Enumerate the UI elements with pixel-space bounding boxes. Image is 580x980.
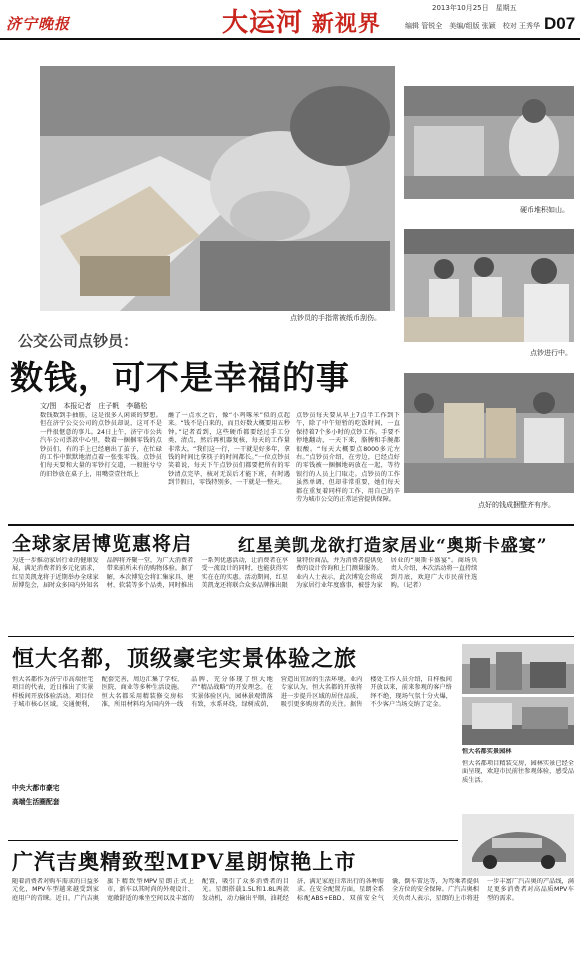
story3-side-caption: 恒大名都实景园林	[462, 748, 512, 755]
right-photo-bottom-caption: 点好的钱成捆整齐有序。	[478, 501, 555, 509]
lead-kicker: 公交公司点钞员：	[18, 332, 139, 350]
section-divider	[8, 840, 458, 841]
story3-photo-top	[462, 644, 574, 694]
story3-subhead-a: 中央大都市豪宅	[12, 784, 60, 792]
page-number: D07	[544, 14, 576, 33]
story3-body: 恒大名都作为济宁市高端住宅项目的代表，近日推出了实景样板间开放体验活动。项目位于城市核心区域，交通便利，配套完善，周边汇集了学校、医院、商业等多种生活设施。恒大名都采用精装修交房标准，所用材料均为国内外一线品牌，充分体现了恒大地产“精品战略”的开发理念。在实景体验区内，园林景观错落有致，水系环绕，绿树成荫，营造出宜居的生活环境。业内专家认为，恒大名都的开放将进一步提升区域的居住品质，吸引更多购房者的关注。据售楼处工作人员介绍，自样板间开放以来，前来参观的客户络绎不绝，现场气氛十分火爆，不少客户当场交纳了定金。	[12, 676, 452, 709]
editorial-staff: 编辑 管锐全 美编/组版 张颖 校对 王秀华	[405, 22, 541, 30]
story3-subhead-b: 高端生活圈配套	[12, 798, 60, 806]
story3-side-body: 恒大名都项目精装交房，园林实景已经全面呈现，欢迎市民前往参观体验，感受品质生活。	[462, 760, 574, 784]
section-logo-prefix: 大运河	[222, 8, 304, 38]
story3-photo-mid	[462, 697, 574, 745]
main-photo-caption: 点钞员的手指常被纸币刮伤。	[290, 314, 381, 322]
lead-headline: 数钱，可不是幸福的事	[10, 358, 350, 397]
right-photo-bottom	[404, 373, 574, 493]
story4-car-photo	[462, 814, 574, 876]
section-logo-title: 新视界	[311, 11, 381, 37]
lead-body-col2: 蘸了一点水之后，像“小鸡啄米”似的点起来。“钱不是白来的，而且好数大概要用五秒钟。”记者看到，这些硬币都要经过手工分类、清点，然后再机器复核，每天的工作量非常大。“我们这一行，一干就是好多年，拿钱的时间比拿筷子的时间都长。”一位点钞员笑着说，每天下午点钞员们都要把所有的零钞清点完毕，核对无误后才能下班，有时遇到节假日，零钱特别多，一干就是一整天。	[168, 412, 290, 487]
story3-headline: 恒大名都，顶级豪宅实景体验之旅	[12, 646, 358, 672]
section-logo	[222, 2, 381, 39]
lead-body-col3: 点钞员每天要从早上7点半工作到下午，除了中午短暂的吃饭时间，一直保持着7个多小时的点钞工作。手要不停地翻动，一天下来，胳膊和手腕都很酸。“每天大概要点8000多元左右。”点钞员介绍，在旁边，已经点好的零钱被一捆捆地码放在一起，等待银行的人员上门取走。点钞员的工作虽然单调，但却非常重要，她们每天都在重复着同样的工作，用自己的辛劳为城市公交的正常运营提供保障。	[296, 412, 400, 504]
story4-body: 随着消费者对购车需求的日益多元化，MPV车型越来越受到家庭用户的青睐。近日，广汽吉奥旗下精致型MPV星朗正式上市，新车以其时尚的外观设计、宽敞舒适的乘坐空间以及丰富的配置，吸引了众多消费者的目光。星朗搭载1.5L和1.8L两款发动机，动力输出平顺，油耗经济，满足家庭日常出行的各种需求。在安全配置方面，星朗全系标配ABS+EBD、双前安全气囊、倒车雷达等，为驾乘者提供全方位的安全保障。广汽吉奥相关负责人表示，星朗的上市将进一步丰富广汽吉奥的产品线，满足更多消费者对高品质MPV车型的需求。	[12, 878, 574, 902]
story2-headline-left: 全球家居博览惠将启	[12, 533, 193, 555]
right-photo-top	[404, 86, 574, 199]
right-photo-mid-caption: 点钞进行中。	[530, 349, 572, 357]
story2-body: 为进一步推动家居行业的健康发展，满足消费者的多元化需求，红星美凯龙将于近期举办全球家居博览会，届时众多国内外知名品牌将齐聚一堂，为广大消费者带来前所未有的购物体验。据了解，本次博览会将汇集家具、建材、软装等多个品类，同时推出一系列优惠活动，让消费者在享受一流设计的同时，也能获得实实在在的实惠。活动期间，红星美凯龙还将联合众多品牌推出限量特价商品，并为消费者提供免费的设计咨询和上门测量服务。业内人士表示，此次博览会将成为家居行业年度盛事，被誉为家居业的“奥斯卡盛宴”。商场负责人介绍，本次活动将一直持续到月底，欢迎广大市民前往选购。（记者）	[12, 557, 478, 590]
main-photo	[40, 66, 395, 311]
page-masthead	[0, 0, 580, 40]
right-photo-top-caption: 硬币堆积如山。	[520, 206, 569, 214]
section-divider	[8, 524, 574, 526]
story4-headline: 广汽吉奥精致型MPV星朗惊艳上市	[12, 849, 357, 874]
lead-body-col1: 数钱数到手抽筋，这是很多人闲谈的梦想。但在济宁公交公司的点钞员却说，这可不是一件很惬意的事儿。24日上午，济宁市公共汽车公司票款中心里，数着一捆捆零钱的点钞员们，有的手上已经磨出了茧子，在忙碌的工作中默默地清点着一张张零钱。点钞员们每天要和大量的零钞打交道，一般脏兮兮的旧钞放在桌子上，用嘴壹壹往纸上	[40, 412, 162, 478]
section-divider	[8, 636, 574, 637]
issue-date: 2013年10月25日 星期五	[432, 4, 517, 12]
lead-byline: 文/图 本报记者 庄子帆 李璐松	[40, 402, 148, 410]
story2-headline-right: 红星美凯龙欲打造家居业“奥斯卡盛宴”	[238, 536, 548, 556]
right-photo-mid	[404, 229, 574, 342]
newspaper-name: 济宁晚报	[6, 15, 71, 33]
